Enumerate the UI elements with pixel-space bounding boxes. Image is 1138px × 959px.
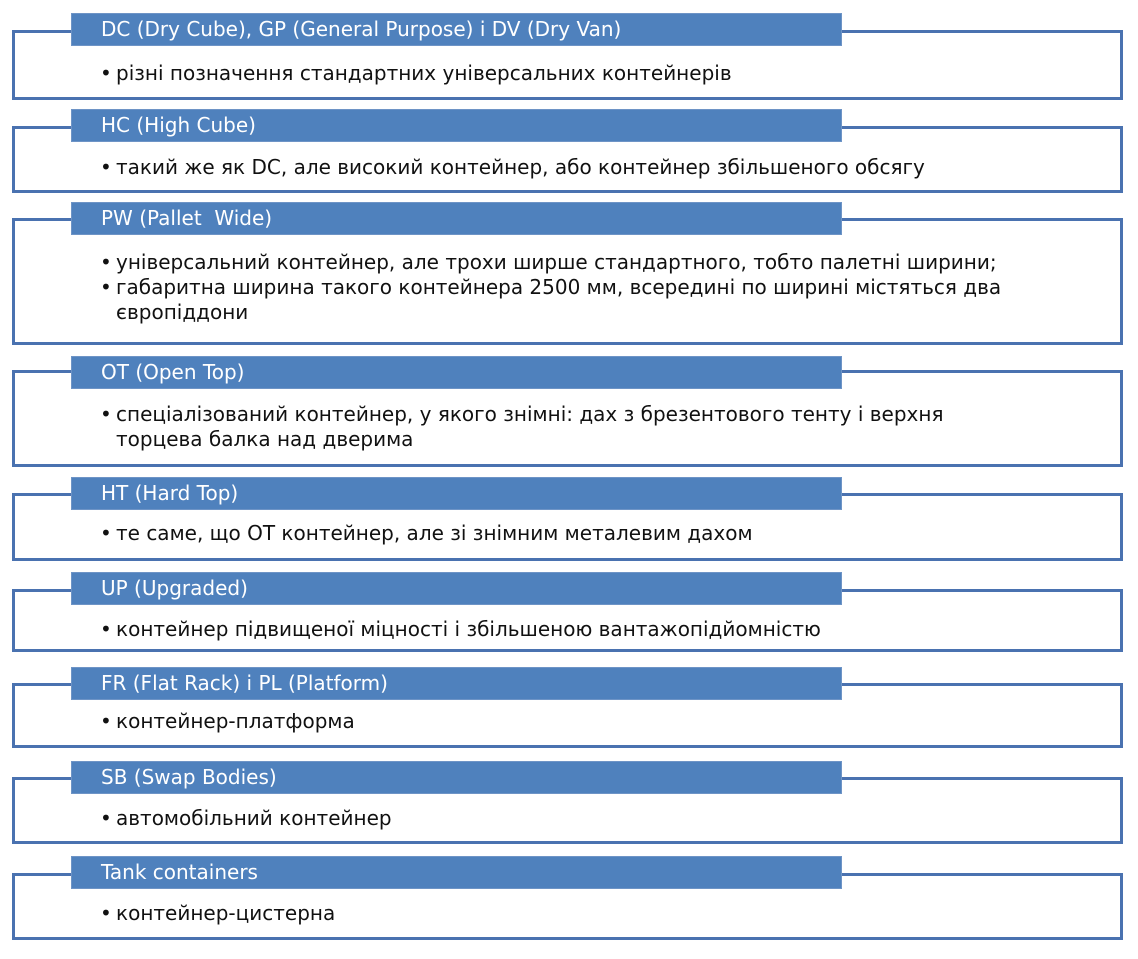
bullet-item: • те саме, що OT контейнер, але зі знімним металевим дахом <box>100 521 1100 546</box>
section-header-up: UP (Upgraded) <box>72 573 841 604</box>
section-header-tank: Tank containers <box>72 857 841 888</box>
section-header-hc: HC (High Cube) <box>72 110 841 141</box>
bullet-item: • такий же як DC, але високий контейнер, або контейнер збільшеного обсягу <box>100 155 1100 180</box>
section-header-dc: DC (Dry Cube), GP (General Purpose) і DV (Dry Van) <box>72 14 841 45</box>
section-header-sb: SB (Swap Bodies) <box>72 762 841 793</box>
section-header-fr: FR (Flat Rack) і PL (Platform) <box>72 668 841 699</box>
bullet-item: • габаритна ширина такого контейнера 2500 мм, всередині по ширині містяться два європіддони <box>100 275 1020 325</box>
section-bullets-tank <box>100 901 1100 926</box>
section-bullets-fr <box>100 709 1100 734</box>
section-bullets-dc <box>100 61 1100 86</box>
bullet-item: • автомобільний контейнер <box>100 806 1100 831</box>
section-bullets-sb <box>100 806 1100 831</box>
bullet-item: • контейнер-платформа <box>100 709 1100 734</box>
bullet-item: • універсальний контейнер, але трохи ширше стандартного, тобто палетні ширини; <box>100 250 1020 275</box>
bullet-item: • контейнер підвищеної міцності і збільшеною вантажопідйомністю <box>100 617 1100 642</box>
section-bullets-up <box>100 617 1100 642</box>
section-bullets-ht <box>100 521 1100 546</box>
section-bullets-ot <box>100 402 980 452</box>
section-header-ht: HT (Hard Top) <box>72 478 841 509</box>
bullet-item: • контейнер-цистерна <box>100 901 1100 926</box>
bullet-item: • спеціалізований контейнер, у якого знімні: дах з брезентового тенту і верхня торцева балка над дверима <box>100 402 980 452</box>
section-header-pw: PW (Pallet Wide) <box>72 203 841 234</box>
section-bullets-pw <box>100 250 1020 325</box>
bullet-item: • різні позначення стандартних універсальних контейнерів <box>100 61 1100 86</box>
section-bullets-hc <box>100 155 1100 180</box>
section-header-ot: OT (Open Top) <box>72 357 841 388</box>
